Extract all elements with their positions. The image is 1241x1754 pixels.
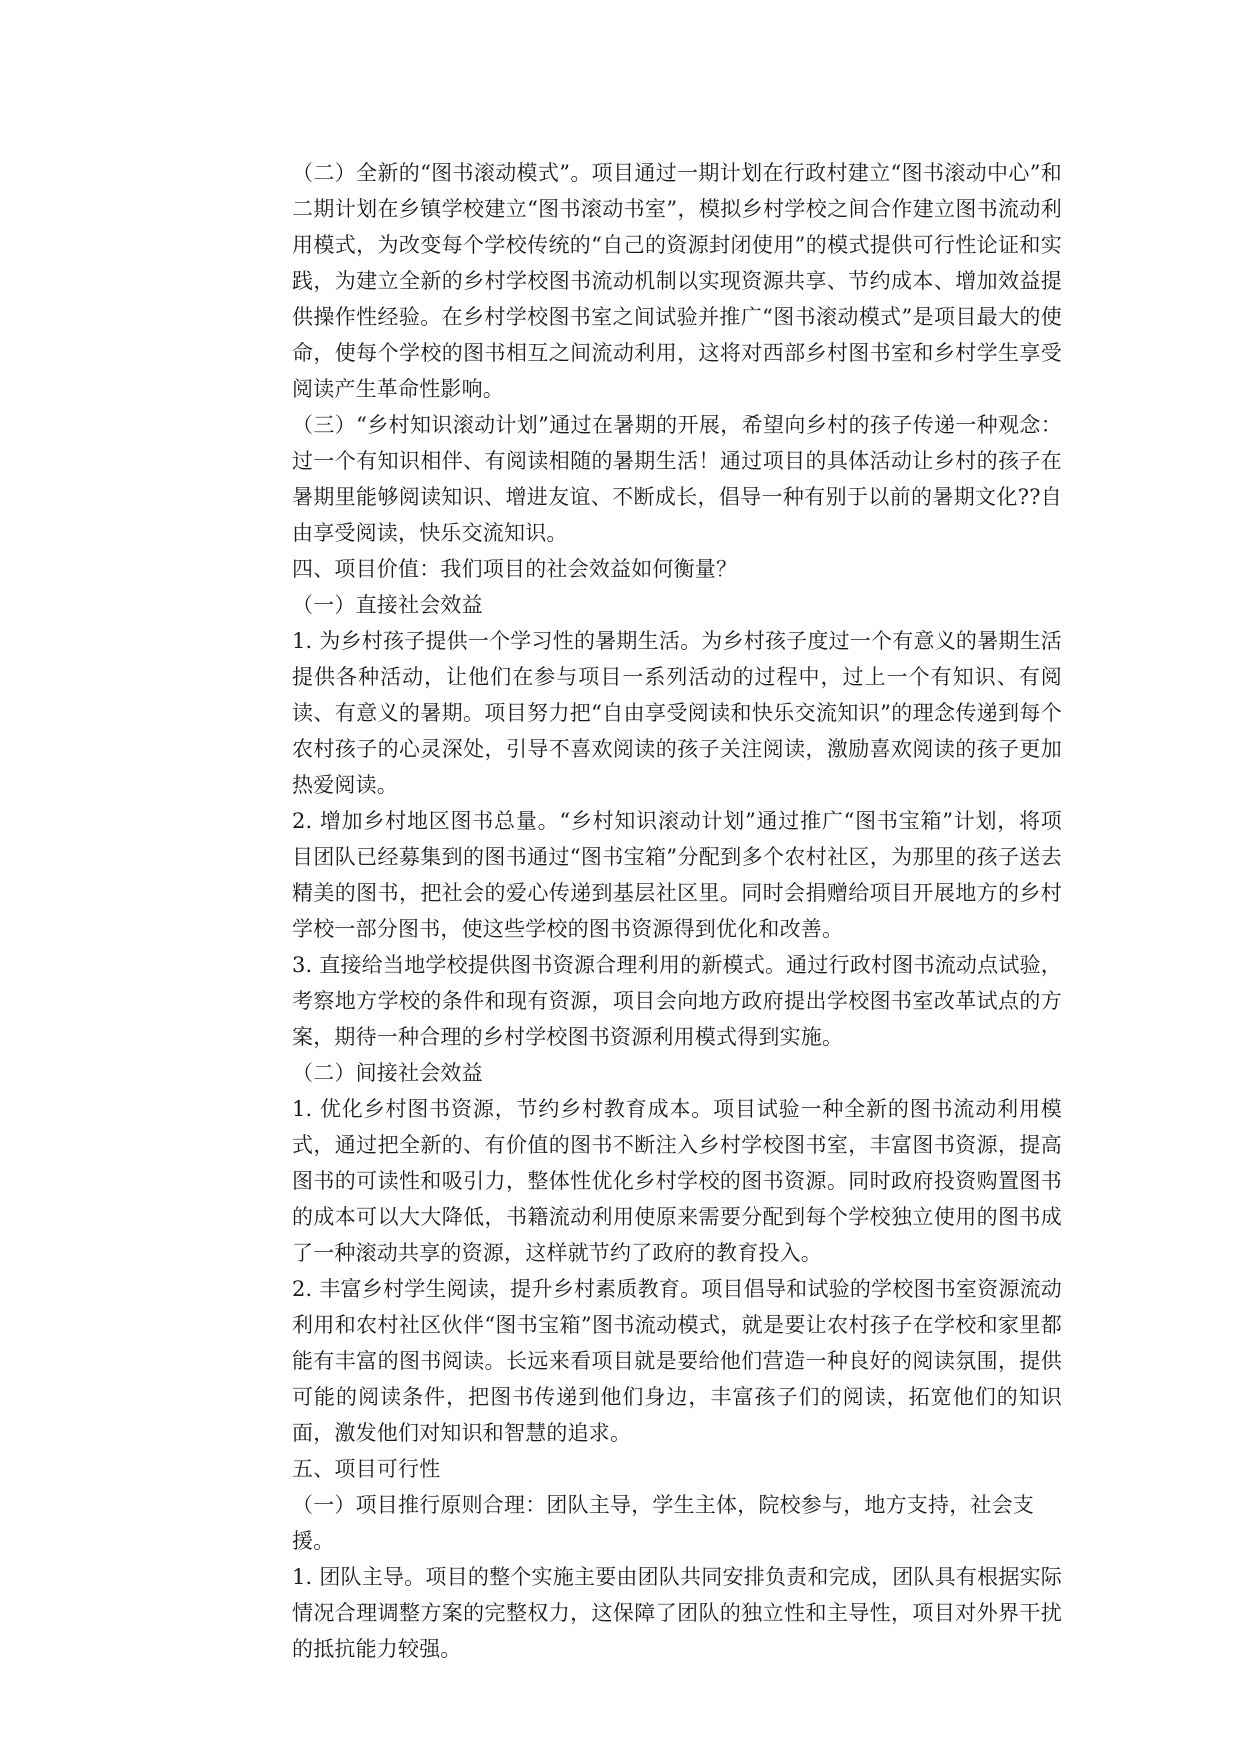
subheading-indirect-benefits: （二）间接社会效益 [292, 1061, 483, 1085]
paragraph-indirect-benefit-1: 1. 优化乡村图书资源，节约乡村教育成本。项目试验一种全新的图书流动利用模式，通过把全新的、有价值的图书不断注入乡村学校图书室，丰富图书资源，提高图书的可读性和吸引力，整体性优化乡村学校的图书资源。同时政府投资购置图书的成本可以大大降低，书籍流动利用使原来需要分配到每个学校独立使用的图书成了一种滚动共享的资源，这样就节约了政府的教育投入。 [292, 1097, 1062, 1265]
subheading-direct-benefits: （一）直接社会效益 [292, 593, 483, 617]
paragraph-book-rolling-model: （二）全新的“图书滚动模式”。项目通过一期计划在行政村建立“图书滚动中心”和二期计划在乡镇学校建立“图书滚动书室”，模拟乡村学校之间合作建立图书流动利用模式，为改变每个学校传统的“自己的资源封闭使用”的模式提供可行性论证和实践，为建立全新的乡村学校图书流动机制以实现资源共享、节约成本、增加效益提供操作性经验。在乡村学校图书室之间试验并推广“图书滚动模式”是项目最大的使命，使每个学校的图书相互之间流动利用，这将对西部乡村图书室和乡村学生享受阅读产生革命性影响。 [292, 161, 1062, 401]
paragraph-indirect-benefit-2: 2. 丰富乡村学生阅读，提升乡村素质教育。项目倡导和试验的学校图书室资源流动利用和农村社区伙伴“图书宝箱”图书流动模式，就是要让农村孩子在学校和家里都能有丰富的图书阅读。长远来看项目就是要给他们营造一种良好的阅读氛围，提供可能的阅读条件，把图书传递到他们身边，丰富孩子们的阅读，拓宽他们的知识面，激发他们对知识和智慧的追求。 [292, 1277, 1062, 1445]
paragraph-direct-benefit-1: 1. 为乡村孩子提供一个学习性的暑期生活。为乡村孩子度过一个有意义的暑期生活提供各种活动，让他们在参与项目一系列活动的过程中，过上一个有知识、有阅读、有意义的暑期。项目努力把“自由享受阅读和快乐交流知识”的理念传递到每个农村孩子的心灵深处，引导不喜欢阅读的孩子关注阅读，激励喜欢阅读的孩子更加热爱阅读。 [292, 629, 1062, 797]
subheading-principles: （一）项目推行原则合理：团队主导，学生主体，院校参与，地方支持，社会支援。 [292, 1493, 1034, 1553]
document-body [292, 155, 1062, 1667]
paragraph-direct-benefit-3: 3. 直接给当地学校提供图书资源合理利用的新模式。通过行政村图书流动点试验，考察地方学校的条件和现有资源，项目会向地方政府提出学校图书室改革试点的方案，期待一种合理的乡村学校图书资源利用模式得到实施。 [292, 953, 1062, 1049]
paragraph-rural-knowledge-plan: （三）“乡村知识滚动计划”通过在暑期的开展，希望向乡村的孩子传递一种观念：过一个有知识相伴、有阅读相随的暑期生活！通过项目的具体活动让乡村的孩子在暑期里能够阅读知识、增进友谊、不断成长，倡导一种有别于以前的暑期文化??自由享受阅读，快乐交流知识。 [292, 413, 1062, 545]
section-heading-project-value: 四、项目价值：我们项目的社会效益如何衡量？ [292, 557, 738, 581]
paragraph-direct-benefit-2: 2. 增加乡村地区图书总量。“乡村知识滚动计划”通过推广“图书宝箱”计划，将项目团队已经募集到的图书通过“图书宝箱”分配到多个农村社区，为那里的孩子送去精美的图书，把社会的爱心传递到基层社区里。同时会捐赠给项目开展地方的乡村学校一部分图书，使这些学校的图书资源得到优化和改善。 [292, 809, 1062, 941]
paragraph-team-leadership: 1. 团队主导。项目的整个实施主要由团队共同安排负责和完成，团队具有根据实际情况合理调整方案的完整权力，这保障了团队的独立性和主导性，项目对外界干扰的抵抗能力较强。 [292, 1565, 1062, 1661]
section-heading-feasibility: 五、项目可行性 [292, 1457, 441, 1481]
